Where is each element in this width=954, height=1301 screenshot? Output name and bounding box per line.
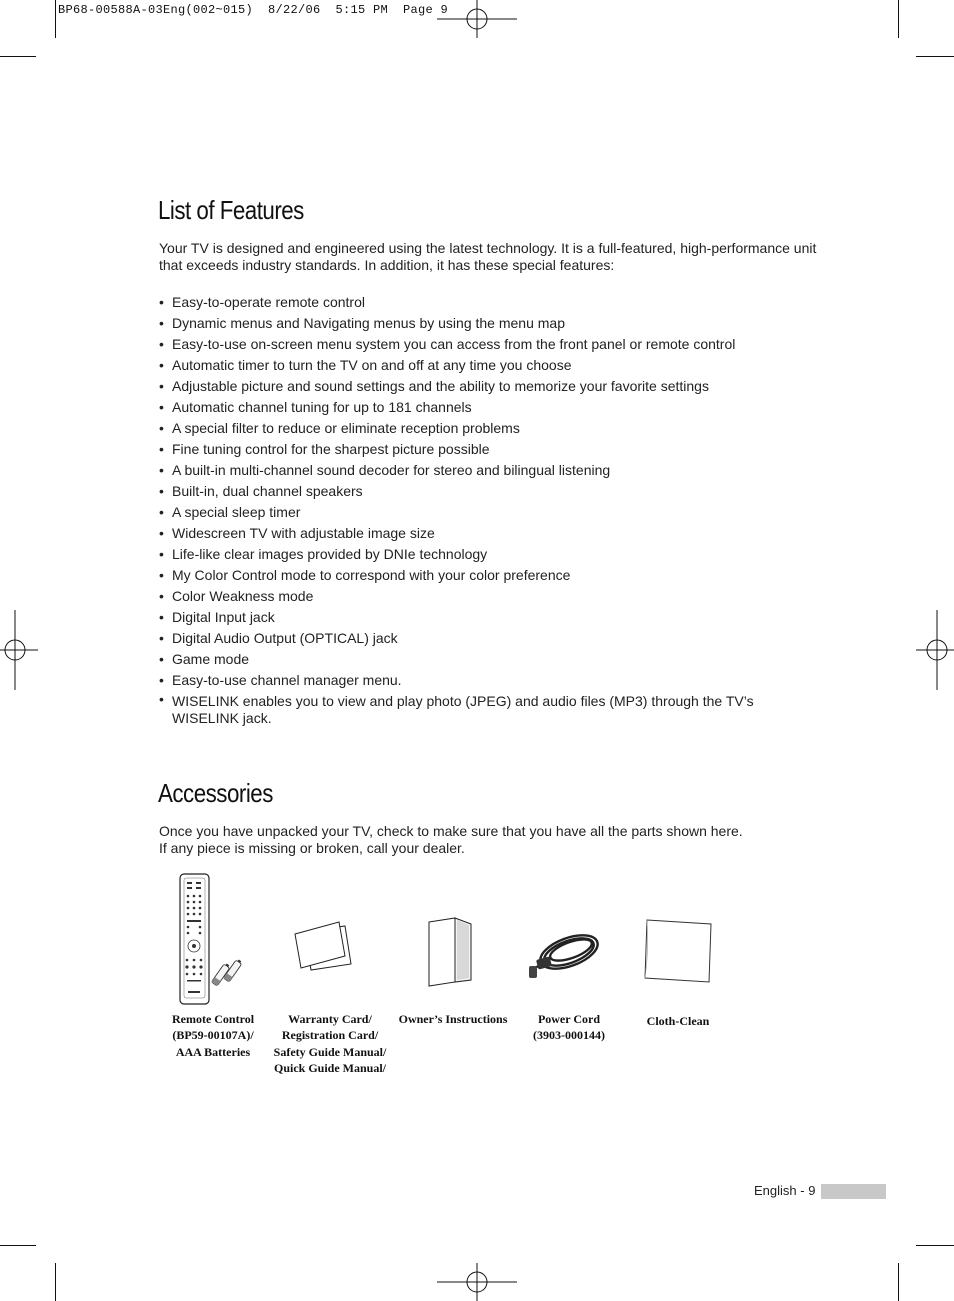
caption-line: Registration Card/ [281, 1028, 379, 1043]
features-list [159, 292, 819, 726]
accessory-caption [394, 1011, 512, 1027]
feature-item: • Digital Input jack [159, 607, 819, 628]
caption-line: AAA Batteries [175, 1044, 251, 1059]
accessory-caption [160, 1011, 266, 1060]
feature-item: • Digital Audio Output (OPTICAL) jack [159, 628, 819, 649]
feature-item: • Dynamic menus and Navigating menus by using the menu map [159, 313, 819, 334]
feature-item: • Automatic timer to turn the TV on and off at any time you choose [159, 355, 819, 376]
caption-line: Warranty Card/ [288, 1012, 372, 1026]
caption-line: Cloth-Clean [646, 1014, 710, 1028]
warranty-card-icon [293, 920, 357, 972]
caption-line: Owner’s Instructions [398, 1012, 508, 1026]
feature-item: • A built-in multi-channel sound decoder for stereo and bilingual listening [159, 460, 819, 481]
feature-item: • A special filter to reduce or eliminate reception problems [159, 418, 819, 439]
accessories-intro-line: Once you have unpacked your TV, check to make sure that you have all the parts shown here. [159, 823, 743, 839]
page-number: English - 9 [754, 1183, 816, 1198]
accessories-heading: Accessories [158, 778, 273, 808]
registration-mark-icon [916, 610, 954, 690]
cleaning-cloth-icon [641, 916, 715, 986]
registration-mark-icon [437, 1263, 517, 1301]
feature-item: • Automatic channel tuning for up to 181 channels [159, 397, 819, 418]
caption-line: Quick Guide Manual/ [273, 1060, 387, 1075]
registration-mark-icon [0, 610, 38, 690]
caption-line: (BP59-00107A)/ [172, 1028, 254, 1043]
print-slug: BP68-00588A-03Eng(002~015) 8/22/06 5:15 PM Page 9 [58, 3, 449, 17]
caption-line: Safety Guide Manual/ [273, 1044, 387, 1059]
feature-item: • Built-in, dual channel speakers [159, 481, 819, 502]
feature-item: • Game mode [159, 649, 819, 670]
feature-item: • Easy-to-use on-screen menu system you can access from the front panel or remote control [159, 334, 819, 355]
manual-booklet-icon [425, 916, 477, 988]
feature-item: • WISELINK enables you to view and play photo (JPEG) and audio files (MP3) through the TV’s WISELINK jack. [159, 691, 777, 726]
feature-item: • Easy-to-use channel manager menu. [159, 670, 819, 691]
page-tab-bar [821, 1184, 886, 1199]
caption-line: Power Cord [537, 1012, 601, 1026]
feature-item: • A special sleep timer [159, 502, 819, 523]
feature-item: • My Color Control mode to correspond with your color preference [159, 565, 819, 586]
accessory-caption [268, 1011, 392, 1076]
feature-item: • Life-like clear images provided by DNIe technology [159, 544, 819, 565]
feature-item: • Color Weakness mode [159, 586, 819, 607]
caption-line: (3903-000144) [533, 1028, 605, 1043]
features-heading: List of Features [158, 195, 304, 225]
remote-control-icon [176, 872, 256, 1006]
feature-item: • Adjustable picture and sound settings and the ability to memorize your favorite settings [159, 376, 819, 397]
registration-mark-icon [437, 0, 517, 38]
accessory-caption [516, 1011, 622, 1044]
features-intro: Your TV is designed and engineered using the latest technology. It is a full-featured, high-performance unit that exceeds industry standards. In addition, it has these special features: [159, 240, 817, 273]
feature-item: • Fine tuning control for the sharpest picture possible [159, 439, 819, 460]
feature-item: • Widescreen TV with adjustable image size [159, 523, 819, 544]
power-cord-icon [523, 930, 607, 982]
feature-item: • Easy-to-operate remote control [159, 292, 819, 313]
accessories-intro-line: If any piece is missing or broken, call your dealer. [159, 839, 465, 856]
accessory-caption [630, 1013, 726, 1029]
accessories-intro [159, 823, 819, 856]
caption-line: Remote Control [171, 1012, 255, 1026]
